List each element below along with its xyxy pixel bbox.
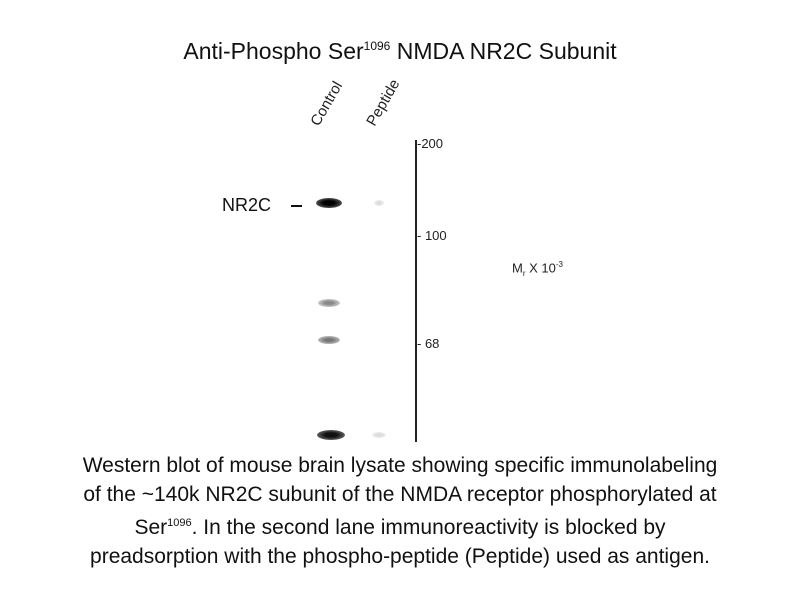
figure-caption	[0, 451, 800, 571]
caption-line-2: of the ~140k NR2C subunit of the NMDA receptor phosphorylated at	[83, 483, 717, 506]
caption-line-1: Western blot of mouse brain lysate showing specific immunolabeling	[82, 454, 718, 477]
axis-unit-label: $M_r$ X $10^{-3}$	[512, 260, 563, 278]
lane-label-control: Control	[307, 78, 347, 129]
nr2c-band-label: NR2C	[222, 195, 272, 215]
marker-200: -200	[417, 136, 444, 151]
control-band-faint-1	[318, 299, 340, 307]
caption-line-3: Ser$^{1096}$. In the second lane immunoreactivity is blocked by	[134, 516, 666, 539]
molecular-weight-axis	[415, 140, 417, 442]
control-band-bottom	[317, 430, 345, 440]
marker-68: - 68	[417, 336, 440, 351]
nr2c-band-pointer	[291, 205, 302, 207]
marker-100: - 100	[417, 228, 447, 243]
peptide-band-trace-bottom	[372, 432, 386, 438]
figure-title: Anti-Phospho Ser$^{1096}$ NMDA NR2C Subunit	[183, 38, 617, 64]
peptide-band-trace	[374, 200, 384, 206]
lane-label-peptide: Peptide	[363, 76, 404, 129]
caption-line-4: preadsorption with the phospho-peptide (Peptide) used as antigen.	[90, 545, 710, 568]
control-band-faint-2	[318, 336, 340, 344]
control-band-nr2c	[316, 198, 342, 208]
